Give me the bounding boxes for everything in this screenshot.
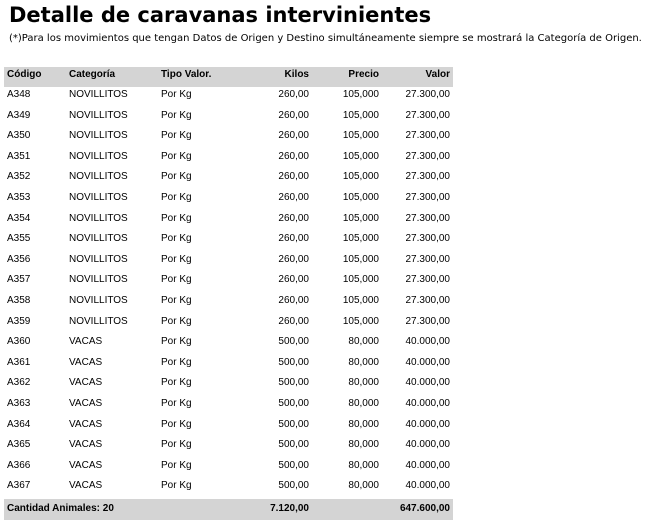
cell-valor: 27.300,00	[405, 109, 450, 121]
cell-valor: 27.300,00	[405, 233, 450, 245]
cell-codigo: A358	[7, 294, 31, 306]
cell-valor: 40.000,00	[405, 459, 450, 471]
table-row	[4, 190, 453, 211]
cell-codigo: A355	[7, 233, 31, 245]
cell-codigo: A363	[7, 397, 31, 409]
cell-tipo-valor: Por Kg	[161, 274, 192, 286]
table-row	[4, 231, 453, 252]
cell-kilos: 260,00	[278, 253, 309, 265]
table-row	[4, 437, 453, 458]
cell-kilos: 260,00	[278, 89, 309, 100]
cell-kilos: 260,00	[278, 109, 309, 121]
cell-valor: 40.000,00	[405, 418, 450, 430]
table-row	[4, 375, 453, 396]
cell-valor: 40.000,00	[405, 439, 450, 451]
cell-tipo-valor: Por Kg	[161, 336, 192, 348]
table-row	[4, 314, 453, 335]
cell-tipo-valor: Por Kg	[161, 397, 192, 409]
table-row	[4, 272, 453, 293]
cell-tipo-valor: Por Kg	[161, 253, 192, 265]
cell-categoria: NOVILLITOS	[69, 89, 128, 100]
cell-categoria: VACAS	[69, 439, 103, 451]
report-note: (*)Para los movimientos que tengan Datos de Origen y Destino simultáneamente siempre se mostrará la Categoría de Origen.	[9, 33, 642, 44]
table-row	[4, 417, 453, 438]
cell-kilos: 500,00	[278, 418, 309, 430]
caravans-table	[4, 67, 453, 520]
cell-precio: 105,000	[342, 191, 379, 203]
cell-kilos: 500,00	[278, 356, 309, 368]
cell-kilos: 260,00	[278, 130, 309, 142]
cell-codigo: A361	[7, 356, 31, 368]
cell-kilos: 260,00	[278, 150, 309, 162]
table-row	[4, 293, 453, 314]
cell-precio: 105,000	[342, 233, 379, 245]
cell-kilos: 500,00	[278, 336, 309, 348]
cell-codigo: A354	[7, 212, 31, 224]
cell-categoria: VACAS	[69, 336, 103, 348]
cell-precio: 105,000	[342, 294, 379, 306]
cell-precio: 80,000	[348, 439, 379, 451]
cell-categoria: NOVILLITOS	[69, 274, 128, 286]
cell-categoria: VACAS	[69, 377, 103, 389]
report-title: Detalle de caravanas intervinientes	[9, 3, 432, 27]
table-row	[4, 478, 453, 499]
cell-precio: 105,000	[342, 212, 379, 224]
cell-tipo-valor: Por Kg	[161, 171, 192, 183]
cell-codigo: A351	[7, 150, 31, 162]
table-row	[4, 334, 453, 355]
footer-animal-count: Cantidad Animales: 20	[7, 502, 114, 514]
cell-valor: 27.300,00	[405, 171, 450, 183]
cell-valor: 27.300,00	[405, 130, 450, 142]
cell-codigo: A350	[7, 130, 31, 142]
cell-valor: 27.300,00	[405, 191, 450, 203]
column-header-precio: Precio	[348, 69, 379, 80]
cell-kilos: 260,00	[278, 315, 309, 327]
cell-codigo: A360	[7, 336, 31, 348]
cell-tipo-valor: Por Kg	[161, 439, 192, 451]
table-footer-row	[4, 499, 453, 520]
cell-precio: 80,000	[348, 418, 379, 430]
cell-precio: 80,000	[348, 480, 379, 492]
cell-kilos: 500,00	[278, 397, 309, 409]
cell-categoria: VACAS	[69, 418, 103, 430]
cell-precio: 105,000	[342, 89, 379, 100]
footer-total-kilos: 7.120,00	[270, 502, 309, 514]
cell-tipo-valor: Por Kg	[161, 459, 192, 471]
column-header-tipo-valor: Tipo Valor.	[161, 69, 212, 80]
table-row	[4, 252, 453, 273]
table-row	[4, 211, 453, 232]
cell-codigo: A364	[7, 418, 31, 430]
cell-kilos: 260,00	[278, 274, 309, 286]
cell-codigo: A365	[7, 439, 31, 451]
cell-tipo-valor: Por Kg	[161, 294, 192, 306]
footer-empty-cell	[312, 499, 382, 520]
cell-valor: 40.000,00	[405, 397, 450, 409]
cell-codigo: A366	[7, 459, 31, 471]
table-row	[4, 458, 453, 479]
cell-codigo: A352	[7, 171, 31, 183]
cell-codigo: A349	[7, 109, 31, 121]
cell-tipo-valor: Por Kg	[161, 233, 192, 245]
cell-codigo: A367	[7, 480, 31, 492]
cell-categoria: NOVILLITOS	[69, 150, 128, 162]
cell-kilos: 260,00	[278, 191, 309, 203]
table-row	[4, 149, 453, 170]
cell-precio: 80,000	[348, 336, 379, 348]
cell-kilos: 260,00	[278, 233, 309, 245]
cell-valor: 40.000,00	[405, 377, 450, 389]
cell-tipo-valor: Por Kg	[161, 89, 192, 100]
table-row	[4, 396, 453, 417]
cell-kilos: 500,00	[278, 459, 309, 471]
cell-kilos: 500,00	[278, 439, 309, 451]
cell-tipo-valor: Por Kg	[161, 109, 192, 121]
cell-tipo-valor: Por Kg	[161, 418, 192, 430]
cell-valor: 40.000,00	[405, 356, 450, 368]
table-row	[4, 128, 453, 149]
cell-valor: 40.000,00	[405, 336, 450, 348]
cell-categoria: NOVILLITOS	[69, 315, 128, 327]
cell-valor: 27.300,00	[405, 253, 450, 265]
cell-kilos: 260,00	[278, 212, 309, 224]
cell-precio: 105,000	[342, 253, 379, 265]
column-header-codigo: Código	[7, 69, 42, 80]
table-header-row	[4, 67, 453, 87]
cell-tipo-valor: Por Kg	[161, 377, 192, 389]
cell-valor: 27.300,00	[405, 212, 450, 224]
cell-categoria: NOVILLITOS	[69, 191, 128, 203]
cell-precio: 80,000	[348, 377, 379, 389]
cell-precio: 105,000	[342, 150, 379, 162]
cell-categoria: NOVILLITOS	[69, 253, 128, 265]
table-row	[4, 87, 453, 108]
cell-precio: 105,000	[342, 274, 379, 286]
table-row	[4, 355, 453, 376]
cell-tipo-valor: Por Kg	[161, 191, 192, 203]
cell-kilos: 260,00	[278, 294, 309, 306]
cell-categoria: VACAS	[69, 397, 103, 409]
cell-precio: 105,000	[342, 171, 379, 183]
table-row	[4, 169, 453, 190]
column-header-kilos: Kilos	[284, 69, 309, 80]
cell-valor: 27.300,00	[405, 294, 450, 306]
cell-valor: 40.000,00	[405, 480, 450, 492]
cell-kilos: 260,00	[278, 171, 309, 183]
cell-precio: 105,000	[342, 130, 379, 142]
cell-precio: 105,000	[342, 315, 379, 327]
cell-kilos: 500,00	[278, 377, 309, 389]
cell-precio: 80,000	[348, 397, 379, 409]
cell-valor: 27.300,00	[405, 315, 450, 327]
cell-precio: 80,000	[348, 459, 379, 471]
cell-codigo: A359	[7, 315, 31, 327]
column-header-categoria: Categoría	[69, 69, 116, 80]
cell-precio: 105,000	[342, 109, 379, 121]
footer-total-valor: 647.600,00	[399, 502, 450, 514]
cell-codigo: A353	[7, 191, 31, 203]
table-row	[4, 108, 453, 129]
cell-tipo-valor: Por Kg	[161, 480, 192, 492]
cell-categoria: NOVILLITOS	[69, 109, 128, 121]
cell-valor: 27.300,00	[405, 274, 450, 286]
cell-kilos: 500,00	[278, 480, 309, 492]
cell-valor: 27.300,00	[405, 89, 450, 100]
column-header-valor: Valor	[425, 69, 450, 80]
cell-tipo-valor: Por Kg	[161, 356, 192, 368]
cell-codigo: A357	[7, 274, 31, 286]
cell-categoria: VACAS	[69, 480, 103, 492]
cell-categoria: NOVILLITOS	[69, 212, 128, 224]
cell-tipo-valor: Por Kg	[161, 212, 192, 224]
cell-categoria: VACAS	[69, 356, 103, 368]
cell-codigo: A362	[7, 377, 31, 389]
cell-codigo: A348	[7, 89, 31, 100]
cell-tipo-valor: Por Kg	[161, 150, 192, 162]
cell-categoria: NOVILLITOS	[69, 233, 128, 245]
cell-categoria: NOVILLITOS	[69, 171, 128, 183]
cell-categoria: VACAS	[69, 459, 103, 471]
cell-categoria: NOVILLITOS	[69, 130, 128, 142]
cell-codigo: A356	[7, 253, 31, 265]
cell-valor: 27.300,00	[405, 150, 450, 162]
cell-categoria: NOVILLITOS	[69, 294, 128, 306]
cell-tipo-valor: Por Kg	[161, 315, 192, 327]
cell-precio: 80,000	[348, 356, 379, 368]
cell-tipo-valor: Por Kg	[161, 130, 192, 142]
